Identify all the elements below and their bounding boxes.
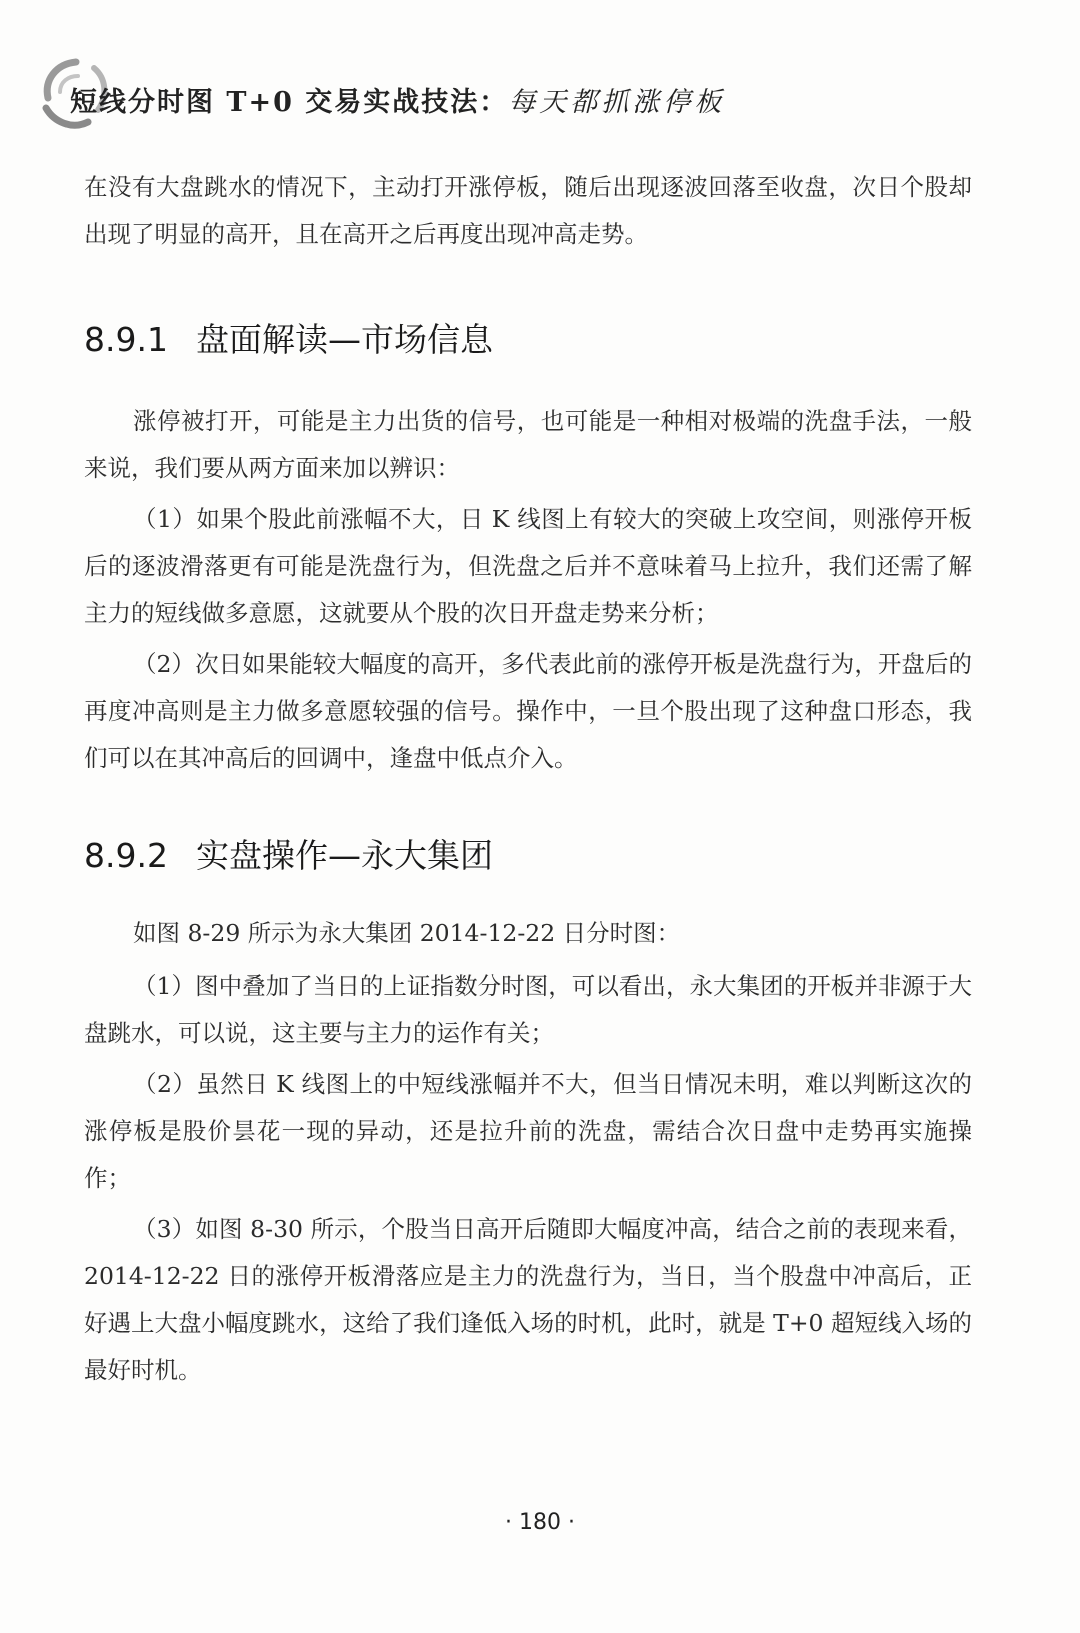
running-header-title: 短线分时图 T+0 交易实战技法： [70,87,509,118]
section-title: 盘面解读—市场信息 [196,320,493,359]
section-number: 8.9.2 [84,836,168,875]
paragraph: （1）图中叠加了当日的上证指数分时图，可以看出，永大集团的开板并非源于大盘跳水，可以说，这主要与主力的运作有关； [84,972,972,1047]
paragraph: （3）如图 8-30 所示，个股当日高开后随即大幅度冲高，结合之前的表现来看，2014-12-22 日的涨停开板滑落应是主力的洗盘行为，当日，当个股盘中冲高后，正好遇上大盘小幅度跳水，这给了我们逢低入场的时机，此时，就是 T+0 超短线入场的最好时机。 [84,1215,972,1384]
section-title: 实盘操作—永大集团 [196,836,493,875]
running-header-subtitle: 每天都抓涨停板 [508,87,726,118]
paragraph: （1）如果个股此前涨幅不大，日 K 线图上有较大的突破上攻空间，则涨停开板后的逐波滑落更有可能是洗盘行为，但洗盘之后并不意味着马上拉升，我们还需了解主力的短线做多意愿，这就要从个股的次日开盘走势来分析； [84,505,972,627]
paragraph: 涨停被打开，可能是主力出货的信号，也可能是一种相对极端的洗盘手法，一般来说，我们要从两方面来加以辨识： [84,407,972,482]
section-number: 8.9.1 [84,320,168,359]
running-header [70,80,725,119]
paragraph: （2）次日如果能较大幅度的高开，多代表此前的涨停开板是洗盘行为，开盘后的再度冲高则是主力做多意愿较强的信号。操作中，一旦个股出现了这种盘口形态，我们可以在其冲高后的回调中，逢盘中低点介入。 [84,650,972,772]
page-number: · 180 · [505,1510,575,1535]
section-heading-8-9-1 [84,314,493,361]
paragraph: （2）虽然日 K 线图上的中短线涨幅并不大，但当日情况未明，难以判断这次的涨停板是股价昙花一现的异动，还是拉升前的洗盘，需结合次日盘中走势再实施操作； [84,1070,972,1192]
paragraph: 如图 8-29 所示为永大集团 2014-12-22 日分时图： [133,919,681,947]
intro-paragraph: 在没有大盘跳水的情况下，主动打开涨停板，随后出现逐波回落至收盘，次日个股却出现了明显的高开，且在高开之后再度出现冲高走势。 [84,173,972,248]
section-heading-8-9-2 [84,830,493,877]
